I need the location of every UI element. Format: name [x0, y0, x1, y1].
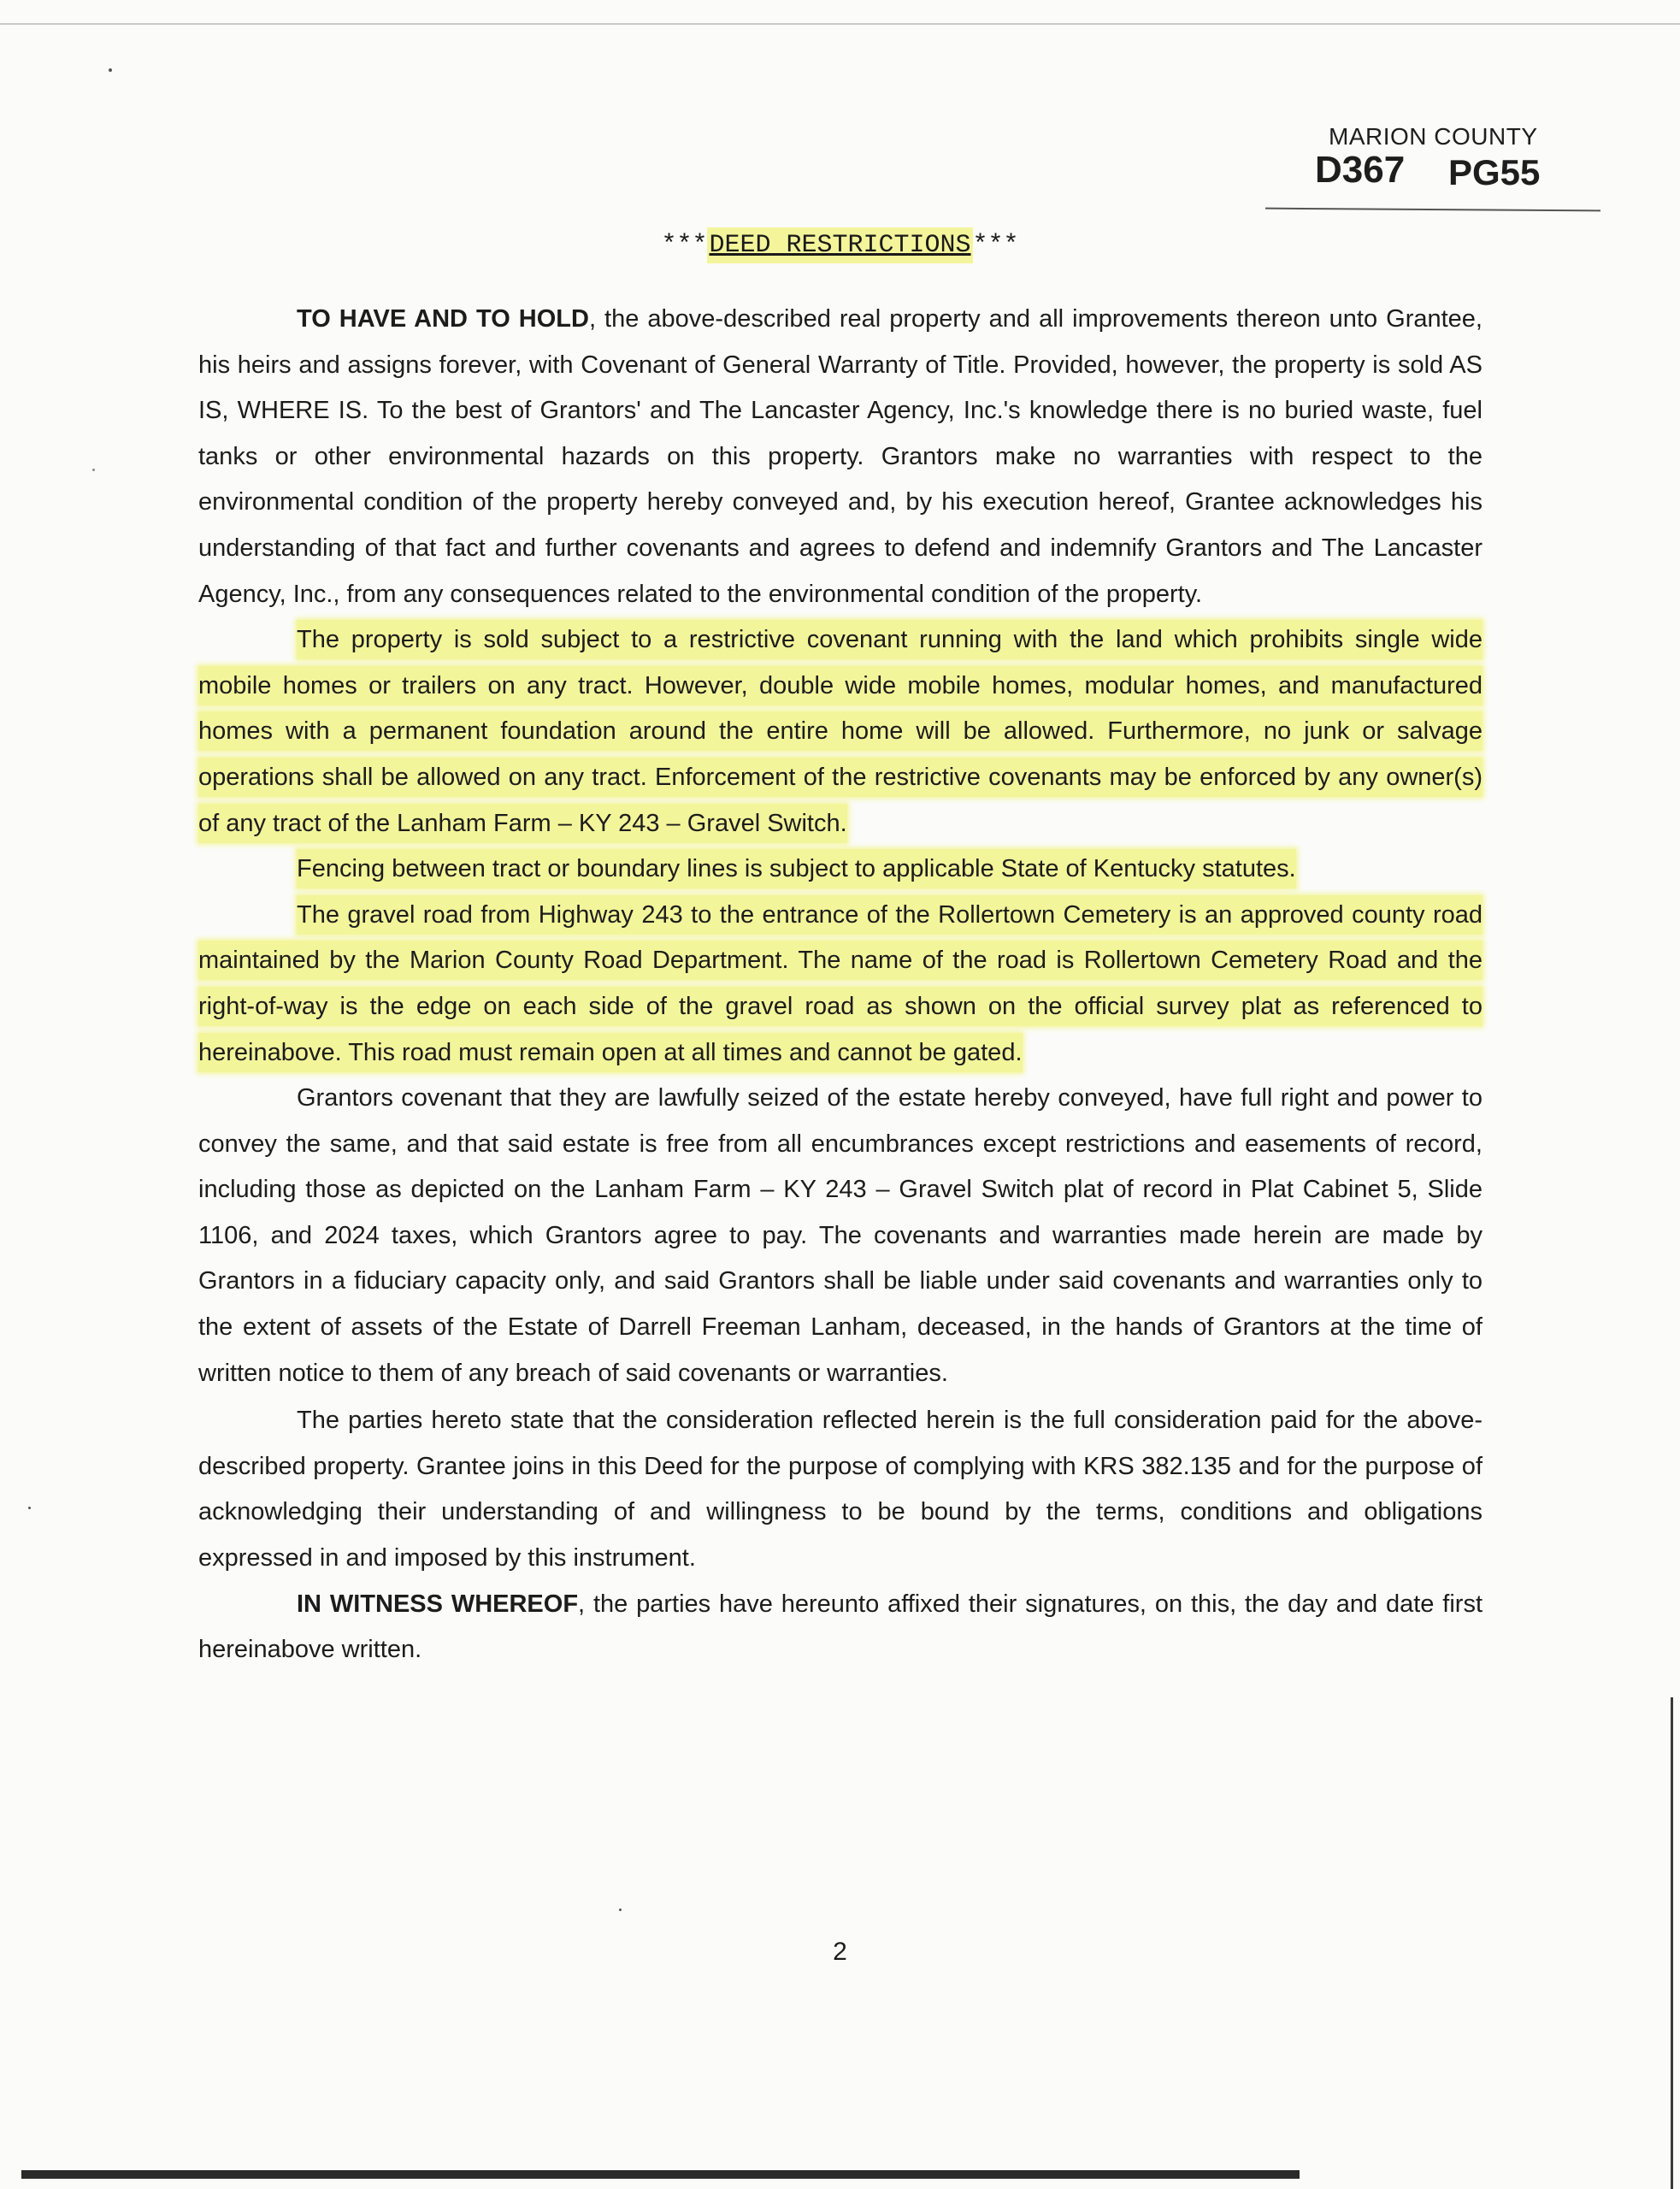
section-title	[0, 231, 1680, 260]
paragraph-fencing	[198, 847, 1483, 893]
scan-speck	[619, 1909, 622, 1911]
page-number: 2	[833, 1938, 847, 1966]
paragraph-gravel-road	[198, 893, 1483, 1076]
title-suffix: ***	[972, 231, 1019, 260]
scan-speck	[28, 1507, 31, 1509]
stamp-underline	[1265, 208, 1600, 212]
title-prefix: ***	[661, 231, 708, 260]
deed-body	[198, 297, 1483, 1673]
paragraph-covenant-of-seizin	[198, 1076, 1483, 1396]
scan-top-edge	[0, 23, 1680, 25]
habendum-text: , the above-described real property and all improvements thereon unto Grantee, his heirs and assigns forever, with Covenant of General Warranty of Title. Provided, however, the property is sold AS IS, WHERE IS. To the best of Grantors' and The Lancaster Agency, Inc.'s knowledge there is no buried waste, fuel tanks or other environmental hazards on this property. Grantors make no warranties with respect to the environmental condition of the property hereby conveyed and, by his execution hereof, Grantee acknowledges his understanding of that fact and further covenants and agrees to defend and indemnify Grantors and The Lancaster Agency, Inc., from any consequences related to the environmental condition of the property.	[198, 305, 1483, 608]
paragraph-witness	[198, 1582, 1483, 1673]
fencing-text: Fencing between tract or boundary lines is subject to applicable State of Kentucky statutes.	[297, 849, 1296, 888]
covenant-of-seizin-text: Grantors covenant that they are lawfully seized of the estate hereby conveyed, have full right and power to convey the same, and that said estate is free from all encumbrances except restrictions and easements of record, including those as depicted on the Lanham Farm – KY 243 – Gravel Switch plat of record in Plat Cabinet 5, Slide 1106, and 2024 taxes, which Grantors agree to pay. The covenants and warranties made herein are made by Grantors in a fiduciary capacity only, and said Grantors shall be liable under said covenants and warranties only to the extent of assets of the Estate of Darrell Freeman Lanham, deceased, in the hands of Grantors at the time of written notice to them of any breach of said covenants or warranties.	[198, 1084, 1483, 1387]
stamp-county: MARION COUNTY	[1329, 123, 1538, 150]
scan-speck	[92, 469, 95, 471]
title-text: DEED RESTRICTIONS	[707, 227, 972, 263]
paragraph-consideration	[198, 1398, 1483, 1581]
gravel-road-text: The gravel road from Highway 243 to the entrance of the Rollertown Cemetery is an approved county road maintained by the Marion County Road Department. The name of the road is Rollertown Cemetery Road and the right-of-way is the edge on each side of the gravel road as shown on the official survey plat as referenced to hereinabove. This road must remain open at all times and cannot be gated.	[198, 895, 1483, 1072]
scan-speck	[109, 68, 112, 72]
paragraph-habendum	[198, 297, 1483, 617]
restrictive-covenant-text: The property is sold subject to a restrictive covenant running with the land which prohibits single wide mobile homes or trailers on any tract. However, double wide mobile homes, modular homes, and manufactured homes with a permanent foundation around the entire home will be allowed. Furthermore, no junk or salvage operations shall be allowed on any tract. Enforcement of the restrictive covenants may be enforced by any owner(s) of any tract of the Lanham Farm – KY 243 – Gravel Switch.	[198, 620, 1483, 842]
paragraph-restrictive-covenant	[198, 617, 1483, 847]
stamp-deed-book: D367	[1315, 149, 1406, 191]
consideration-text: The parties hereto state that the consideration reflected herein is the full consideration paid for the above-described property. Grantee joins in this Deed for the purpose of complying with KRS 382.135 and for the purpose of acknowledging their understanding of and willingness to be bound by the terms, conditions and obligations expressed in and imposed by this instrument.	[198, 1407, 1483, 1572]
witness-lead: IN WITNESS WHEREOF	[297, 1590, 579, 1618]
witness-text: , the parties have hereunto affixed their signatures, on this, the day and date first hereinabove written.	[198, 1590, 1483, 1664]
habendum-lead: TO HAVE AND TO HOLD	[297, 305, 589, 333]
stamp-page-number: PG55	[1448, 152, 1541, 192]
scan-bottom-edge	[21, 2170, 1300, 2179]
